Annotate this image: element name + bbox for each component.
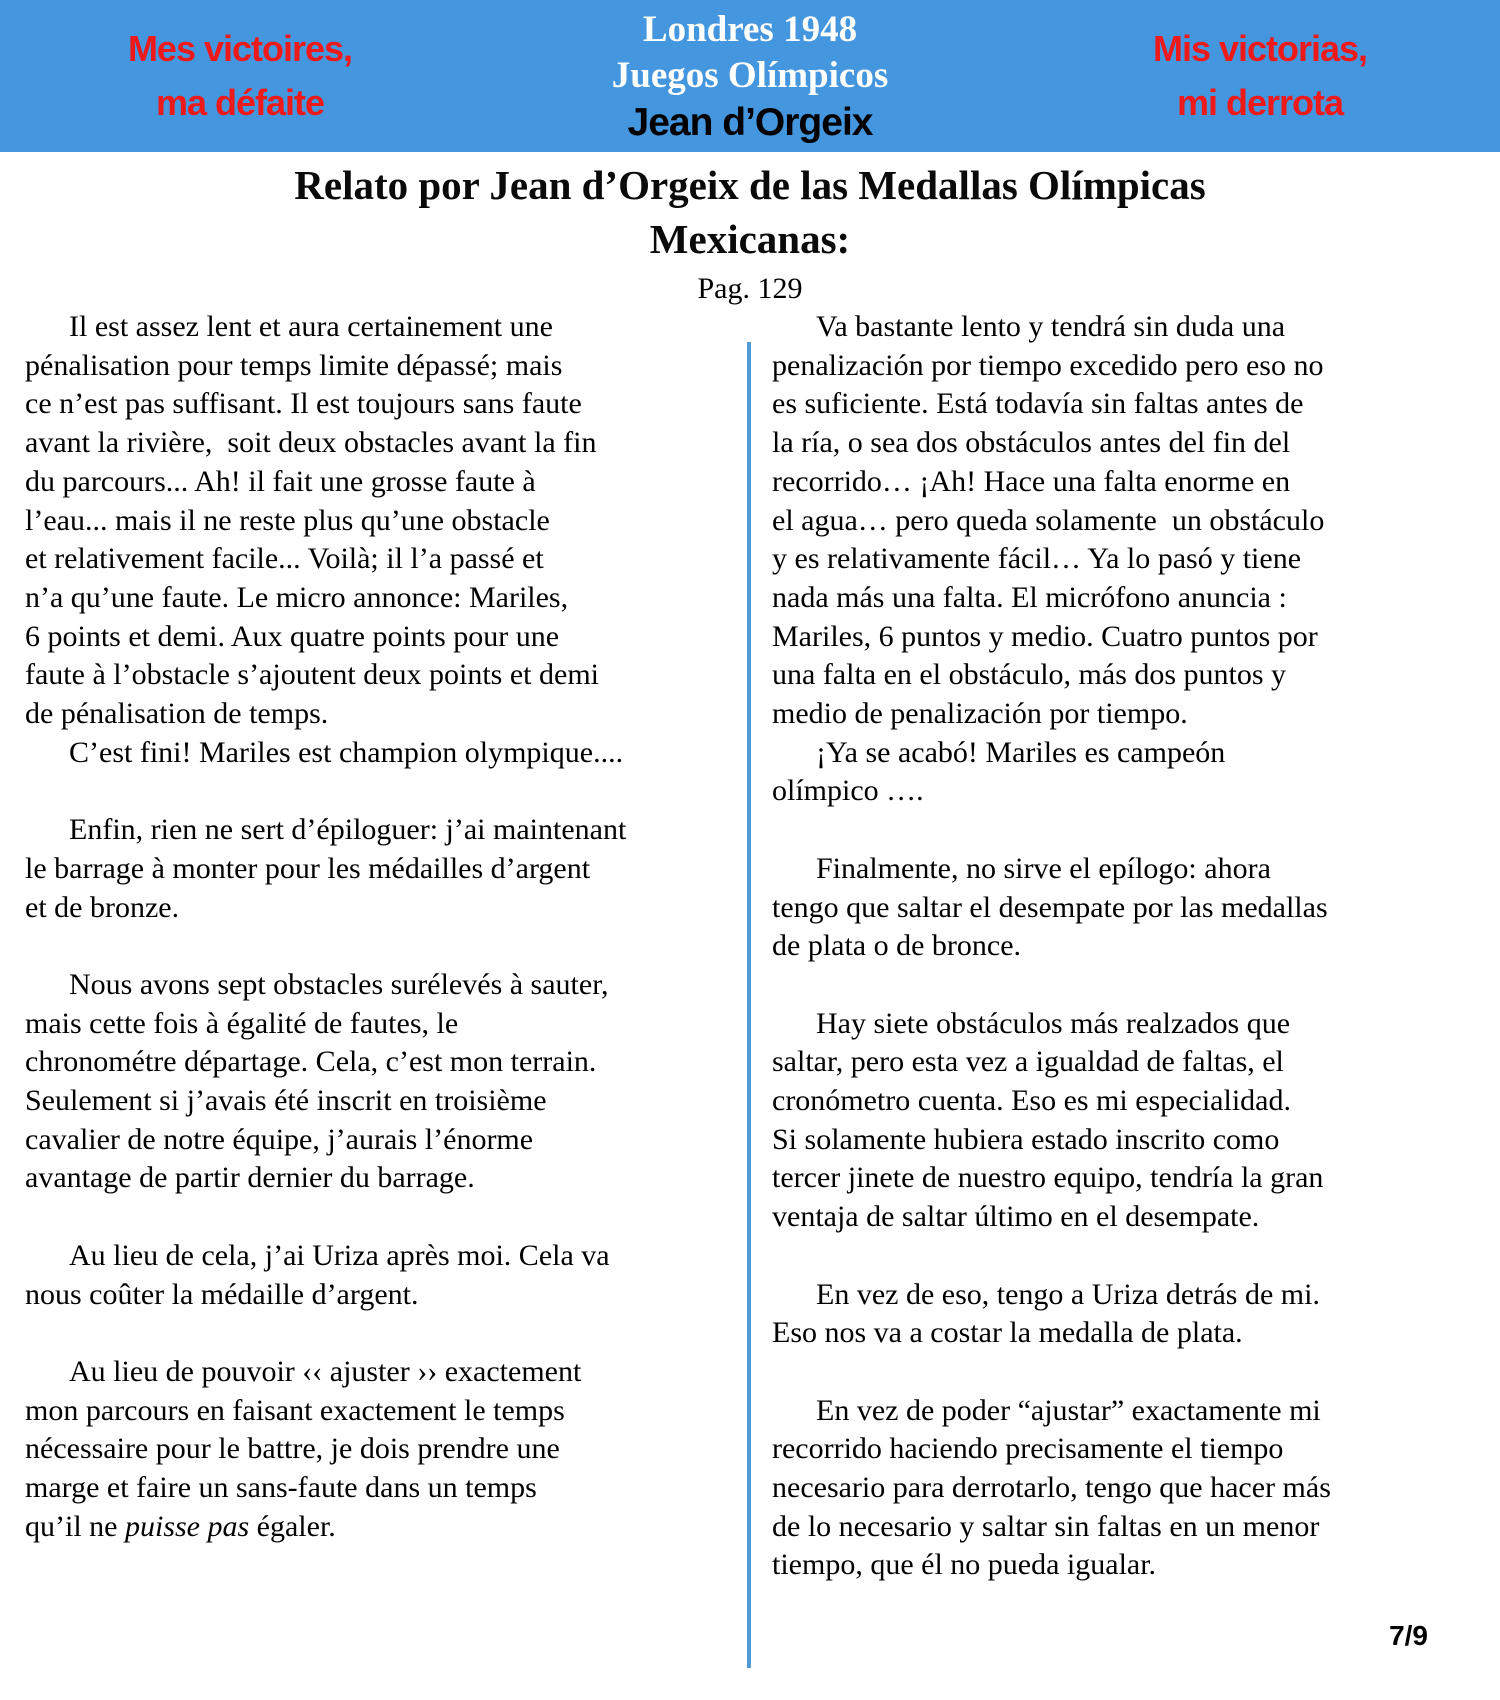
text-line: cavalier de notre équipe, j’aurais l’énorme	[25, 1122, 534, 1156]
page-indicator: 7/9	[1389, 1620, 1428, 1651]
text-line: de plata o de bronce.	[772, 929, 1022, 963]
text-line: una falta en el obstáculo, más dos puntos y	[772, 658, 1287, 692]
text-line: et de bronze.	[25, 890, 180, 924]
text-line: tercer jinete de nuestro equipo, tendría la gran	[772, 1161, 1324, 1195]
text-line: ¡Ya se acabó! Mariles es campeón	[816, 735, 1226, 769]
text-line: En vez de poder “ajustar” exactamente mi	[816, 1393, 1321, 1427]
paragraph	[772, 1005, 1486, 1237]
text-line: nécessaire pour le battre, je dois prendre une	[25, 1432, 560, 1466]
text-line: tengo que saltar el desempate por las medallas	[772, 890, 1328, 924]
source-page-reference: Pag. 129	[697, 272, 803, 305]
right-motto	[1020, 0, 1500, 152]
text-line: mais cette fois à égalité de fautes, le	[25, 1006, 459, 1040]
text-line: Mariles, 6 puntos y medio. Cuatro puntos por	[772, 619, 1318, 653]
paragraph	[772, 308, 1486, 734]
left-motto-line1: Mes victoires,	[127, 28, 353, 69]
text-line: Enfin, rien ne sert d’épiloguer: j’ai maintenant	[69, 813, 627, 847]
header-center	[480, 0, 1020, 152]
text-line: Il est assez lent et aura certainement une	[69, 310, 553, 343]
spanish-text-column	[772, 308, 1486, 1585]
text-line: penalización por tiempo excedido pero eso no	[772, 348, 1324, 382]
text-line: Nous avons sept obstacles surélevés à sauter,	[69, 967, 609, 1001]
text-line: avantage de partir dernier du barrage.	[25, 1161, 475, 1195]
text-line: medio de penalización por tiempo.	[772, 697, 1188, 731]
page-title-line1: Relato por Jean d’Orgeix de las Medallas Olímpicas	[294, 162, 1206, 208]
paragraph	[772, 1392, 1486, 1586]
paragraph	[772, 1276, 1486, 1353]
text-line: qu’il ne puisse pas égaler.	[25, 1509, 336, 1543]
text-line: el agua… pero queda solamente un obstáculo	[772, 503, 1325, 537]
text-line: ventaja de saltar último en el desempate.	[772, 1200, 1260, 1234]
text-line: de lo necesario y saltar sin faltas en un menor	[772, 1509, 1320, 1543]
text-line: le barrage à monter pour les médailles d’argent	[25, 851, 591, 885]
text-line: recorrido haciendo precisamente el tiempo	[772, 1432, 1284, 1466]
text-line: Si solamente hubiera estado inscrito como	[772, 1122, 1280, 1156]
event-name: Juegos Olímpicos	[611, 55, 889, 96]
text-line: du parcours... Ah! il fait une grosse faute à	[25, 464, 536, 498]
column-divider	[747, 342, 751, 1668]
text-line: la ría, o sea dos obstáculos antes del fin del	[772, 426, 1291, 460]
left-motto	[0, 0, 480, 152]
text-line: 6 points et demi. Aux quatre points pour une	[25, 619, 560, 653]
text-line: faute à l’obstacle s’ajoutent deux points et demi	[25, 658, 599, 692]
text-line: saltar, pero esta vez a igualdad de faltas, el	[772, 1045, 1284, 1079]
paragraph	[25, 1237, 743, 1314]
text-line: En vez de eso, tengo a Uriza detrás de mi.	[816, 1277, 1320, 1311]
text-line: cronómetro cuenta. Eso es mi especialidad.	[772, 1084, 1291, 1118]
text-line: chronométre départage. Cela, c’est mon terrain.	[25, 1045, 597, 1079]
text-line: et relativement facile... Voilà; il l’a passé et	[25, 542, 544, 576]
author-name: Jean d’Orgeix	[627, 101, 873, 144]
text-line: de pénalisation de temps.	[25, 697, 329, 731]
text-line: es suficiente. Está todavía sin faltas antes de	[772, 387, 1304, 421]
text-line: olímpico ….	[772, 774, 924, 808]
text-line: C’est fini! Mariles est champion olympique....	[69, 735, 624, 769]
text-line: Eso nos va a costar la medalla de plata.	[772, 1316, 1243, 1350]
text-line: pénalisation pour temps limite dépassé; mais	[25, 348, 563, 382]
french-text-column	[25, 308, 743, 1546]
text-line: marge et faire un sans-faute dans un temps	[25, 1471, 537, 1505]
header-band	[0, 0, 1500, 152]
paragraph	[25, 308, 743, 734]
text-line: l’eau... mais il ne reste plus qu’une obstacle	[25, 503, 550, 537]
paragraph	[25, 1353, 743, 1547]
text-line: Au lieu de pouvoir ‹‹ ajuster ›› exactement	[69, 1354, 582, 1388]
page-title	[0, 158, 1500, 266]
text-line: mon parcours en faisant exactement le temps	[25, 1393, 565, 1427]
text-line: Finalmente, no sirve el epílogo: ahora	[816, 851, 1271, 885]
text-line: Seulement si j’avais été inscrit en troisième	[25, 1084, 547, 1118]
paragraph	[25, 734, 743, 773]
text-line: n’a qu’une faute. Le micro annonce: Mariles,	[25, 580, 569, 614]
text-line: tiempo, que él no pueda igualar.	[772, 1548, 1157, 1582]
event-city-year: Londres 1948	[642, 9, 858, 50]
paragraph	[25, 966, 743, 1198]
page-title-line2: Mexicanas:	[649, 216, 851, 262]
text-line: nada más una falta. El micrófono anuncia :	[772, 580, 1287, 614]
text-line: Au lieu de cela, j’ai Uriza après moi. Cela va	[69, 1238, 610, 1272]
text-line: ce n’est pas suffisant. Il est toujours sans faute	[25, 387, 582, 421]
text-line: y es relativamente fácil… Ya lo pasó y tiene	[772, 542, 1302, 576]
right-motto-line1: Mis victorias,	[1152, 28, 1368, 69]
paragraph	[772, 850, 1486, 966]
paragraph	[772, 734, 1486, 811]
text-line: avant la rivière, soit deux obstacles avant la fin	[25, 426, 597, 460]
text-line: Hay siete obstáculos más realzados que	[816, 1006, 1291, 1040]
text-line: nous coûter la médaille d’argent.	[25, 1277, 419, 1311]
paragraph	[25, 811, 743, 927]
right-motto-line2: mi derrota	[1176, 82, 1344, 123]
text-line: Va bastante lento y tendrá sin duda una	[816, 310, 1286, 343]
left-motto-line2: ma défaite	[155, 82, 325, 123]
text-line: recorrido… ¡Ah! Hace una falta enorme en	[772, 464, 1291, 498]
text-line: necesario para derrotarlo, tengo que hacer más	[772, 1471, 1331, 1505]
